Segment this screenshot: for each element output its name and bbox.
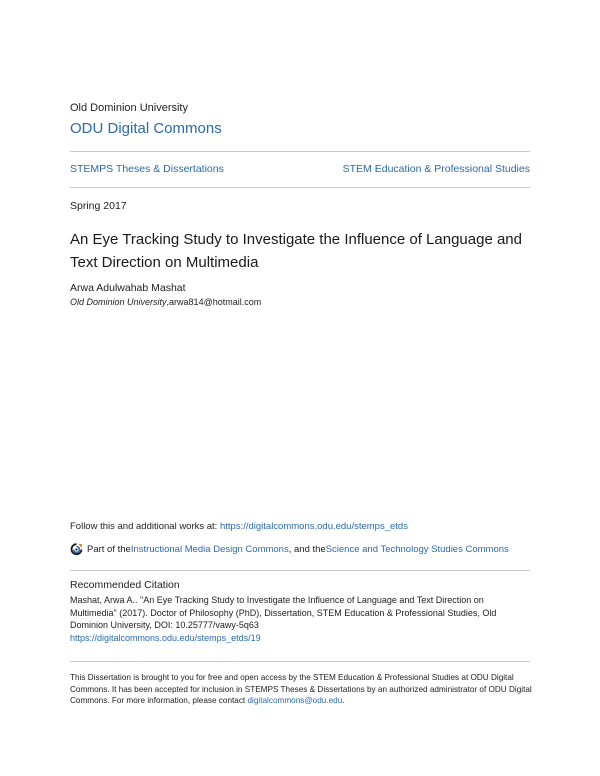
publication-date: Spring 2017	[70, 200, 127, 212]
document-title: An Eye Tracking Study to Investigate the Influence of Language and Text Direction on Multimedia	[70, 231, 522, 271]
part-of-line	[70, 543, 509, 556]
divider-top	[70, 151, 530, 152]
follow-line	[70, 521, 408, 532]
open-access-icon	[70, 543, 83, 556]
part-of-prefix: Part of the	[87, 544, 131, 555]
divider-bottom	[70, 661, 530, 662]
science-technology-commons-link[interactable]: Science and Technology Studies Commons	[325, 544, 509, 555]
follow-url-link[interactable]: https://digitalcommons.odu.edu/stemps_etds	[219, 521, 408, 532]
author-name: Arwa Adulwahab Mashat	[70, 282, 186, 294]
author-affiliation: Old Dominion University	[70, 297, 167, 307]
citation-url-link[interactable]: https://digitalcommons.odu.edu/stemps_etds/19	[70, 632, 261, 643]
follow-prefix: Follow this and additional works at:	[70, 521, 220, 532]
statement-end: .	[342, 696, 345, 705]
author-affiliation-line	[70, 297, 261, 307]
divider-middle	[70, 187, 530, 188]
citation-text: Mashat, Arwa A.. "An Eye Tracking Study to Investigate the Influence of Language and Text Direction on Multimedia" (2017). Doctor of Philosophy (PhD), Dissertation, STEM Education & Professional Studies, Old Dominion University, DOI: 10.25777/vawy-5q63	[70, 595, 497, 630]
recommended-citation	[70, 594, 532, 644]
statement-text: This Dissertation is brought to you for free and open access by the STEM Education & Professional Studies at ODU Digital Commons. It has been accepted for inclusion in STEMPS Theses & Dissertations by an authorized administrator of ODU Digital Commons. For more information, please contact	[70, 673, 532, 705]
collection-link-department[interactable]: STEM Education & Professional Studies	[342, 163, 530, 175]
collection-link-theses[interactable]: STEMPS Theses & Dissertations	[70, 163, 224, 175]
part-of-middle: , and the	[288, 544, 326, 555]
divider-citation	[70, 570, 530, 571]
recommended-citation-heading: Recommended Citation	[70, 579, 180, 591]
affiliation-separator: ,	[166, 297, 170, 307]
contact-email-link[interactable]: digitalcommons@odu.edu	[247, 696, 343, 705]
repository-link[interactable]: ODU Digital Commons	[70, 120, 222, 137]
access-statement	[70, 672, 532, 707]
author-email: arwa814@hotmail.com	[169, 297, 262, 307]
instructional-media-commons-link[interactable]: Instructional Media Design Commons	[130, 544, 289, 555]
university-name: Old Dominion University	[70, 102, 188, 114]
